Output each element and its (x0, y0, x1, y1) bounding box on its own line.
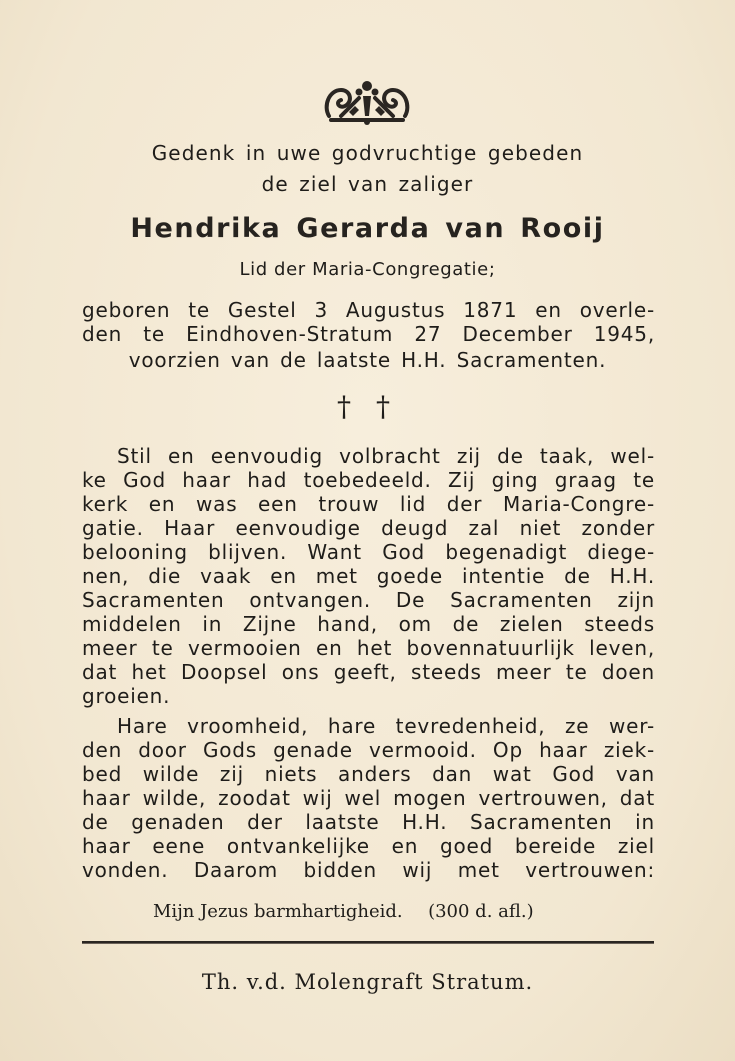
paragraph1-line: groeien. (82, 684, 171, 708)
paragraph1-line: Stil en eenvoudig volbracht zij de taak, wel- (117, 444, 655, 468)
paragraph2-line: bed wilde zij niets anders dan wat God van (82, 762, 655, 786)
paragraph1-line: meer te vermooien en het bovennatuurlijk leven, (82, 636, 655, 660)
prayer-text: Mijn Jezus barmhartigheid. (153, 901, 403, 922)
birth-death-line-1: geboren te Gestel 3 Augustus 1871 en overle- (82, 298, 655, 322)
closing-prayer (153, 901, 583, 922)
paragraph2-line: Hare vroomheid, hare tevredenheid, ze wer- (117, 714, 655, 738)
paragraph1-line: Sacramenten ontvangen. De Sacramenten zijn (82, 588, 655, 612)
paragraph2-line: vonden. Daarom bidden wij met vertrouwen: (82, 858, 655, 882)
paragraph1-line: dat het Doopsel ons geeft, steeds meer te doen (82, 660, 655, 684)
paragraph1-line: nen, die vaak en met goede intentie de H.H. (82, 564, 655, 588)
paragraph2-line: den door Gods genade vermooid. Op haar ziek- (82, 738, 655, 762)
paragraph2-line: de genaden der laatste H.H. Sacramenten in (82, 810, 655, 834)
intro-line-2: de ziel van zaliger (261, 172, 474, 196)
birth-death-line-2: den te Eindhoven-Stratum 27 December 1945, (82, 322, 655, 346)
paragraph2-line: haar eene ontvankelijke en goed bereide ziel (82, 834, 655, 858)
birth-death-line-3: voorzien van de laatste H.H. Sacramenten. (128, 348, 607, 372)
paragraph1-line: kerk en was een trouw lid der Maria-Congre- (82, 492, 655, 516)
printer-credit: Th. v.d. Molengraft Stratum. (201, 970, 534, 994)
congregation-subtitle: Lid der Maria-Congregatie; (239, 259, 496, 280)
floral-ornament-icon (319, 76, 415, 128)
divider-rule (82, 941, 654, 944)
paragraph1-line: ke God haar had toebedeeld. Zij ging graag te (82, 468, 655, 492)
paragraph2-line: haar wilde, zoodat wij wel mogen vertrouwen, dat (82, 786, 655, 810)
intro-line-1: Gedenk in uwe godvruchtige gebeden (151, 141, 584, 165)
deceased-name: Hendrika Gerarda van Rooij (130, 213, 605, 244)
crosses-icon: † † (337, 390, 398, 423)
paragraph1-line: middelen in Zijne hand, om de zielen steeds (82, 612, 655, 636)
indulgence-note: (300 d. afl.) (428, 901, 534, 922)
paragraph1-line: gatie. Haar eenvoudige deugd zal niet zonder (82, 516, 655, 540)
paragraph1-line: belooning blijven. Want God begenadigt diege- (82, 540, 655, 564)
